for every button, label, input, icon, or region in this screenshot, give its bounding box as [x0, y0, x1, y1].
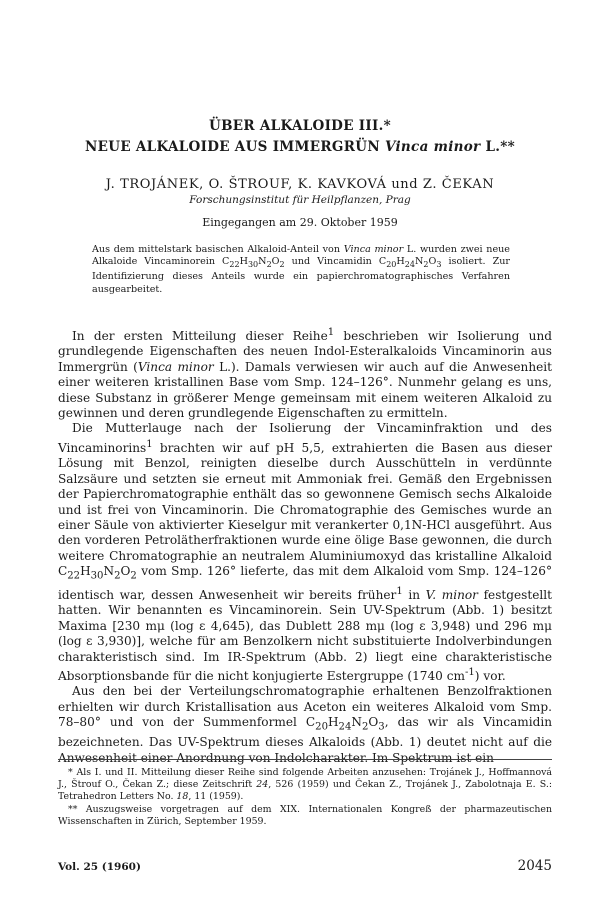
formula-subscript: 30 — [90, 570, 104, 582]
abstract-text: und Vincamidin C — [284, 256, 387, 268]
institute-affiliation: Forschungsinstitut für Heilpflanzen, Prag — [189, 194, 411, 206]
body-text: brachten wir auf pH 5,5, extrahierten die Basen aus dieser Lösung mit Benzol, reinigten dieselbe durch Ausschütteln in verdünnte Salzsäure und setzten sie erneut mit Ammoniak frei. Gemäß den Ergebnissen der Papierchromatographie enthält das so gewonnene Gemisch sechs Alkaloide und ist frei von Vincaminorin. Die Chromatographie des Gemisches wurde an einer Säule von aktivierter Kieselgur mit verankerter 0,1N-HCl ausgeführt. Aus den vorderen Petrolätherfraktionen wurde eine ölige Base gewonnen, die durch weitere Chromatographie an neutralem Aluminiumoxyd das kristalline Alkaloid C — [58, 440, 552, 579]
formula-subscript: 24 — [404, 260, 415, 270]
body-text: festgestellt hatten. Wir benannten es Vincaminorein. Sein UV-Spektrum (Abb. 1) besitzt Maxima [230 mμ (log ε 4,645), das Dublett 288 mμ (log ε 3,948) und 296 mμ (log ε 3,930)], welche für am Benzolkern nicht substituierte Indolverbindungen charakteristisch sind. Im IR-Spektrum (Abb. 2) liegt eine charakteristische Absorptionsbande für die nicht konjugierte Estergruppe (1740 cm — [58, 588, 552, 684]
body-text: In der ersten Mitteilung dieser Reihe — [72, 329, 328, 344]
formula-subscript: 2 — [361, 721, 369, 733]
formula-subscript: 3 — [436, 260, 442, 270]
title-species-name: Vinca minor — [384, 139, 481, 155]
footnote-text: , 11 (1959). — [188, 790, 244, 802]
footnote-divider — [58, 759, 552, 760]
abstract-text: N — [414, 256, 424, 268]
formula-subscript: 20 — [315, 721, 328, 733]
abstract-text: isoliert. Zur Identifizierung dieses Anteils wurde ein papierchromatographisches Verfahren ausgearbeitet. — [92, 256, 511, 295]
body-text: beschrieben wir Isolierung und grundlegende Eigenschaften des neuen Indol-Esteralkaloids Vincaminorin aus Immergrün ( — [58, 329, 552, 374]
footnote-1 — [58, 767, 552, 802]
body-text: O — [120, 564, 131, 579]
article-title-line1: ÜBER ALKALOIDE III.* — [209, 118, 391, 134]
reference-marker: 1 — [146, 438, 153, 450]
article-title-line2 — [0, 139, 600, 155]
reference-marker: 1 — [327, 327, 335, 338]
formula-subscript: 2 — [114, 570, 121, 582]
abstract-text: O — [271, 256, 280, 268]
body-paragraph-1 — [58, 325, 552, 421]
body-text: N — [103, 564, 115, 579]
reference-marker: 1 — [396, 585, 403, 597]
body-text: ) vor. — [474, 669, 506, 684]
formula-subscript: 24 — [338, 721, 352, 733]
body-text: H — [327, 715, 339, 730]
footnotes — [58, 767, 552, 830]
formula-subscript: 22 — [229, 260, 240, 270]
formula-subscript: 22 — [67, 570, 81, 582]
journal-volume: 18 — [176, 790, 189, 802]
received-date: Eingegangen am 29. Oktober 1959 — [202, 216, 398, 229]
footnote-text: * Als I. und II. Mitteilung dieser Reihe sind folgende Arbeiten anzusehen: Trojánek J., Hoffmannová J., Štrouf O., Čekan Z.; diese Zeitschrift — [58, 767, 552, 790]
species-name: Vinca minor — [137, 359, 214, 374]
body-text: Aus den bei der Verteilungschromatographie erhaltenen Benzolfraktionen erhielten wir durch Kristallisation aus Aceton ein weiteres Alkaloid vom Smp. 78–80° und von der Summenformel C — [58, 684, 552, 730]
body-text: H — [80, 564, 91, 579]
formula-subscript: 30 — [247, 260, 259, 270]
abstract-text: N — [258, 256, 267, 268]
abstract-text: H — [396, 256, 405, 268]
title-suffix: L.** — [480, 139, 515, 155]
abstract-text: L. wurden zwei neue Alkaloide Vincaminorein C — [92, 244, 510, 268]
body-paragraph-2 — [58, 421, 552, 684]
abstract-text: H — [239, 256, 248, 268]
body-text: , das wir als Vincamidin bezeichneten. Das UV-Spektrum dieses Alkaloids (Abb. 1) deutet nicht auf die Anwesenheit einer Anordnung von Indolcharakter. Im Spektrum ist ein — [58, 715, 553, 765]
body-text: L.). Damals verwiesen wir auch auf die Anwesenheit einer weiteren kristallinen Base vom Smp. 124–126°. Nunmehr gelang es uns, diese Substanz in größerer Menge gemeinsam mit einem weiteren Alkaloid zu gewinnen und deren grundlegende Eigenschaften zu ermitteln. — [58, 359, 552, 421]
article-body — [58, 325, 552, 766]
abstract-text: O — [428, 256, 437, 268]
journal-volume: 24 — [256, 778, 269, 790]
volume-footer: Vol. 25 (1960) — [58, 861, 141, 873]
body-text: in — [402, 588, 426, 602]
footnote-text: , 526 (1959) und Čekan Z., Trojánek J., Zabolotnaja E. S.: Tetrahedron Letters No. — [58, 778, 552, 802]
species-name: V. minor — [425, 588, 478, 602]
formula-subscript: 2 — [266, 260, 272, 270]
body-text: O — [368, 715, 379, 730]
title-main-text: NEUE ALKALOIDE AUS IMMERGRÜN — [85, 139, 385, 155]
body-text: N — [351, 715, 362, 730]
unit-exponent: -1 — [464, 667, 475, 679]
body-text: Die Mutterlauge nach der Isolierung der Vincaminfraktion und des Vincaminorins — [58, 421, 552, 455]
formula-subscript: 2 — [423, 260, 429, 270]
formula-subscript: 3 — [378, 721, 385, 733]
page-number: 2045 — [517, 858, 552, 874]
body-text: vom Smp. 126° lieferte, das mit dem Alkaloid vom Smp. 124–126° identisch war, dessen Anwesenheit wir bereits früher — [58, 564, 552, 602]
formula-subscript: 20 — [386, 260, 397, 270]
author-list: J. TROJÁNEK, O. ŠTROUF, K. KAVKOVÁ und Z. ČEKAN — [105, 177, 495, 192]
formula-subscript: 2 — [279, 260, 285, 270]
footnote-2: ** Auszugsweise vorgetragen auf dem XIX. Internationalen Kongreß der pharmazeutischen Wissenschaften in Zürich, September 1959. — [58, 804, 552, 828]
abstract-species: Vinca minor — [343, 244, 404, 255]
formula-subscript: 2 — [130, 570, 137, 582]
abstract — [92, 244, 510, 296]
abstract-text: Aus dem mittelstark basischen Alkaloid-Anteil von — [92, 244, 344, 255]
body-paragraph-3 — [58, 684, 552, 765]
